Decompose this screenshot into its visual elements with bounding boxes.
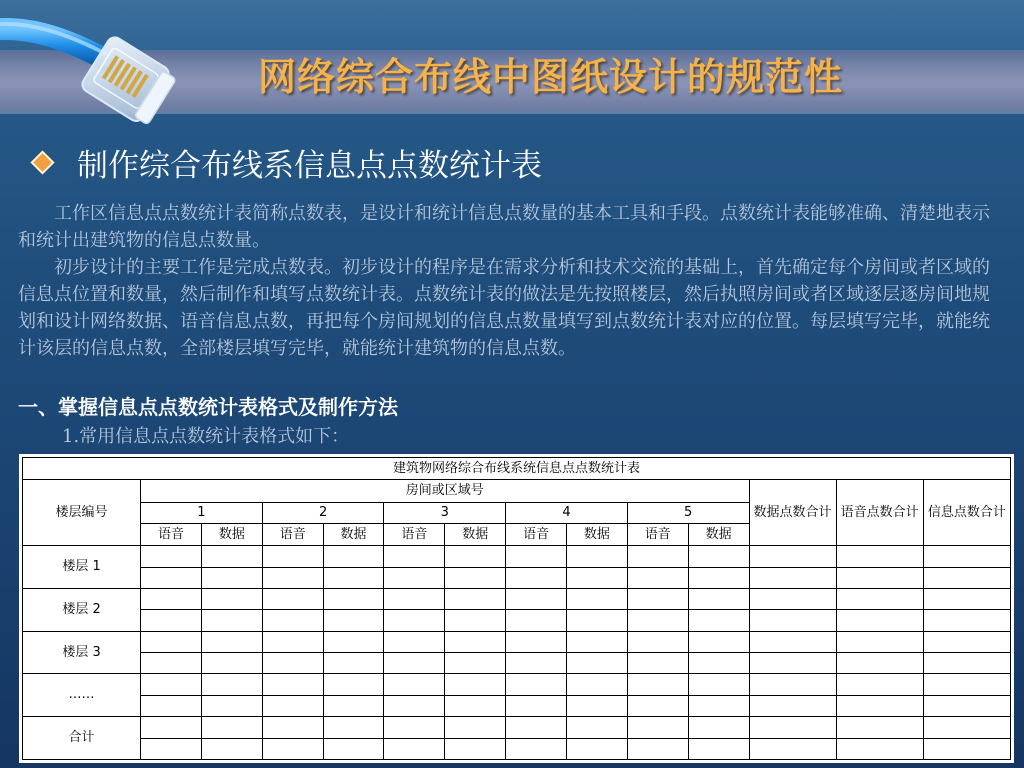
- voice-total-header: 语音点数合计: [836, 480, 923, 546]
- floor-header: 楼层编号: [23, 480, 141, 546]
- table-cell[interactable]: [923, 695, 1010, 716]
- table-cell[interactable]: [567, 674, 628, 695]
- table-cell[interactable]: [201, 567, 262, 588]
- table-cell[interactable]: [141, 717, 202, 738]
- voice-subheader: 语音: [627, 524, 688, 546]
- data-subheader: 数据: [567, 524, 628, 546]
- table-cell[interactable]: [262, 610, 323, 631]
- table-cell[interactable]: [627, 589, 688, 610]
- table-cell[interactable]: [688, 567, 749, 588]
- table-cell[interactable]: [923, 674, 1010, 695]
- table-cell[interactable]: [506, 589, 567, 610]
- table-cell[interactable]: [836, 695, 923, 716]
- table-cell[interactable]: [323, 695, 384, 716]
- sub-heading: 一、掌握信息点点数统计表格式及制作方法: [18, 395, 398, 419]
- table-cell[interactable]: [262, 738, 323, 759]
- paragraph: 初步设计的主要工作是完成点数表。初步设计的程序是在需求分析和技术交流的基础上，首先确定每个房间或者区域的信息点位置和数量，然后制作和填写点数统计表。点数统计表的做法是先按照楼层，然后执照房间或者区域逐层逐房间地规划和设计网络数据、语音信息点数，再把每个房间规划的信息点数量填写到点数统计表对应的位置。每层填写完毕，就能统计该层的信息点数，全部楼层填写完毕，就能统计建筑物的信息点数。: [18, 257, 990, 359]
- table-cell[interactable]: [323, 738, 384, 759]
- table-cell[interactable]: [506, 546, 567, 567]
- table-cell[interactable]: [201, 717, 262, 738]
- table-cell[interactable]: [445, 674, 506, 695]
- row-label: ……: [23, 674, 141, 717]
- table-cell[interactable]: [836, 717, 923, 738]
- table-cell[interactable]: [923, 653, 1010, 674]
- table-cell[interactable]: [445, 695, 506, 716]
- table-cell[interactable]: [627, 717, 688, 738]
- room-header: 房间或区域号: [141, 480, 749, 502]
- table-cell[interactable]: [445, 567, 506, 588]
- table-cell[interactable]: [923, 631, 1010, 652]
- table-cell[interactable]: [506, 738, 567, 759]
- table-cell[interactable]: [923, 717, 1010, 738]
- table-cell[interactable]: [323, 631, 384, 652]
- table-cell[interactable]: [262, 589, 323, 610]
- table-cell[interactable]: [923, 738, 1010, 759]
- table-cell[interactable]: [445, 631, 506, 652]
- table-cell[interactable]: [384, 546, 445, 567]
- section-heading-text: 制作综合布线系信息点点数统计表: [77, 147, 542, 184]
- table-cell[interactable]: [201, 610, 262, 631]
- table-cell[interactable]: [323, 589, 384, 610]
- table-cell[interactable]: [506, 567, 567, 588]
- paragraph: 工作区信息点点数统计表简称点数表，是设计和统计信息点数量的基本工具和手段。点数统计表能够准确、清楚地表示和统计出建筑物的信息点数量。: [18, 203, 990, 251]
- table-cell[interactable]: [836, 546, 923, 567]
- table-cell[interactable]: [567, 653, 628, 674]
- table-cell[interactable]: [506, 610, 567, 631]
- voice-subheader: 语音: [384, 524, 445, 546]
- table-cell[interactable]: [201, 695, 262, 716]
- table-cell[interactable]: [506, 695, 567, 716]
- table-cell[interactable]: [627, 674, 688, 695]
- table-cell[interactable]: [836, 674, 923, 695]
- table-cell[interactable]: [323, 546, 384, 567]
- room-number: 4: [506, 502, 628, 523]
- table-cell[interactable]: [688, 546, 749, 567]
- table-cell[interactable]: [749, 653, 836, 674]
- room-number: 3: [384, 502, 506, 523]
- table-cell[interactable]: [688, 717, 749, 738]
- table-cell[interactable]: [445, 610, 506, 631]
- table-cell[interactable]: [749, 674, 836, 695]
- table-cell[interactable]: [749, 589, 836, 610]
- table-cell[interactable]: [384, 567, 445, 588]
- table-cell[interactable]: [836, 589, 923, 610]
- row-label: 楼层 1: [23, 546, 141, 589]
- table-cell[interactable]: [627, 567, 688, 588]
- table-cell[interactable]: [141, 631, 202, 652]
- table-cell[interactable]: [323, 610, 384, 631]
- table-cell[interactable]: [323, 717, 384, 738]
- table-cell[interactable]: [201, 631, 262, 652]
- table-cell[interactable]: [923, 610, 1010, 631]
- table-cell[interactable]: [445, 738, 506, 759]
- table-cell[interactable]: [323, 567, 384, 588]
- table-cell[interactable]: [749, 567, 836, 588]
- table-cell[interactable]: [262, 653, 323, 674]
- table-cell[interactable]: [141, 674, 202, 695]
- table-cell[interactable]: [384, 717, 445, 738]
- table-cell[interactable]: [688, 738, 749, 759]
- table-title: 建筑物网络综合布线系统信息点点数统计表: [23, 458, 1011, 480]
- table-cell[interactable]: [749, 631, 836, 652]
- room-number: 2: [262, 502, 384, 523]
- table-cell[interactable]: [384, 589, 445, 610]
- table-cell[interactable]: [627, 610, 688, 631]
- table-cell[interactable]: [262, 631, 323, 652]
- table-cell[interactable]: [567, 546, 628, 567]
- table-cell[interactable]: [688, 695, 749, 716]
- table-cell[interactable]: [201, 674, 262, 695]
- table-cell[interactable]: [749, 738, 836, 759]
- table-cell[interactable]: [567, 610, 628, 631]
- sub-line: 1.常用信息点点数统计表格式如下：: [62, 426, 350, 447]
- table-cell[interactable]: [445, 546, 506, 567]
- table-cell[interactable]: [567, 695, 628, 716]
- table-cell[interactable]: [836, 653, 923, 674]
- info-point-stats-table: [22, 457, 1011, 760]
- table-cell[interactable]: [445, 717, 506, 738]
- diamond-bullet-icon: [30, 150, 54, 174]
- table-cell[interactable]: [201, 738, 262, 759]
- table-cell[interactable]: [836, 610, 923, 631]
- table-cell[interactable]: [567, 567, 628, 588]
- table-cell[interactable]: [688, 674, 749, 695]
- table-cell[interactable]: [141, 567, 202, 588]
- table-cell[interactable]: [384, 674, 445, 695]
- table-cell[interactable]: [627, 695, 688, 716]
- table-cell[interactable]: [323, 653, 384, 674]
- table-cell[interactable]: [201, 589, 262, 610]
- table-cell[interactable]: [384, 610, 445, 631]
- table-cell[interactable]: [506, 653, 567, 674]
- table-cell[interactable]: [567, 738, 628, 759]
- table-cell[interactable]: [201, 653, 262, 674]
- row-label-total: 合计: [23, 717, 141, 760]
- room-number: 1: [141, 502, 263, 523]
- data-subheader: 数据: [445, 524, 506, 546]
- table-cell[interactable]: [201, 546, 262, 567]
- table-cell[interactable]: [923, 589, 1010, 610]
- table-cell[interactable]: [749, 717, 836, 738]
- table-cell[interactable]: [749, 546, 836, 567]
- table-cell[interactable]: [262, 717, 323, 738]
- table-cell[interactable]: [567, 717, 628, 738]
- table-cell[interactable]: [323, 674, 384, 695]
- table-cell[interactable]: [262, 674, 323, 695]
- table-cell[interactable]: [627, 653, 688, 674]
- table-cell[interactable]: [262, 546, 323, 567]
- table-cell[interactable]: [567, 631, 628, 652]
- info-total-header: 信息点数合计: [923, 480, 1010, 546]
- section-heading: [28, 140, 542, 184]
- table-cell[interactable]: [141, 610, 202, 631]
- table-cell[interactable]: [836, 631, 923, 652]
- table-cell[interactable]: [923, 546, 1010, 567]
- table-cell[interactable]: [923, 567, 1010, 588]
- stats-table-container: [19, 454, 1014, 763]
- table-cell[interactable]: [262, 567, 323, 588]
- table-cell[interactable]: [836, 738, 923, 759]
- table-cell[interactable]: [836, 567, 923, 588]
- table-cell[interactable]: [749, 610, 836, 631]
- network-cable-icon: [0, 0, 230, 140]
- data-total-header: 数据点数合计: [749, 480, 836, 546]
- table-cell[interactable]: [141, 695, 202, 716]
- voice-subheader: 语音: [506, 524, 567, 546]
- table-cell[interactable]: [445, 653, 506, 674]
- room-number: 5: [627, 502, 749, 523]
- table-cell[interactable]: [262, 695, 323, 716]
- data-subheader: 数据: [688, 524, 749, 546]
- table-cell[interactable]: [384, 695, 445, 716]
- table-cell[interactable]: [688, 589, 749, 610]
- table-cell[interactable]: [627, 546, 688, 567]
- table-cell[interactable]: [749, 695, 836, 716]
- row-label: 楼层 2: [23, 589, 141, 632]
- page-title: 网络综合布线中图纸设计的规范性: [258, 55, 844, 99]
- table-cell[interactable]: [384, 738, 445, 759]
- table-cell[interactable]: [384, 631, 445, 652]
- table-cell[interactable]: [627, 631, 688, 652]
- row-label: 楼层 3: [23, 631, 141, 674]
- table-cell[interactable]: [141, 738, 202, 759]
- table-cell[interactable]: [384, 653, 445, 674]
- table-cell[interactable]: [141, 546, 202, 567]
- table-cell[interactable]: [688, 631, 749, 652]
- table-cell[interactable]: [141, 653, 202, 674]
- table-cell[interactable]: [506, 717, 567, 738]
- body-text: [18, 200, 998, 362]
- table-cell[interactable]: [141, 589, 202, 610]
- table-cell[interactable]: [627, 738, 688, 759]
- voice-subheader: 语音: [141, 524, 202, 546]
- data-subheader: 数据: [323, 524, 384, 546]
- data-subheader: 数据: [201, 524, 262, 546]
- table-cell[interactable]: [506, 631, 567, 652]
- voice-subheader: 语音: [262, 524, 323, 546]
- table-cell[interactable]: [445, 589, 506, 610]
- table-cell[interactable]: [506, 674, 567, 695]
- table-cell[interactable]: [688, 653, 749, 674]
- table-cell[interactable]: [567, 589, 628, 610]
- table-cell[interactable]: [688, 610, 749, 631]
